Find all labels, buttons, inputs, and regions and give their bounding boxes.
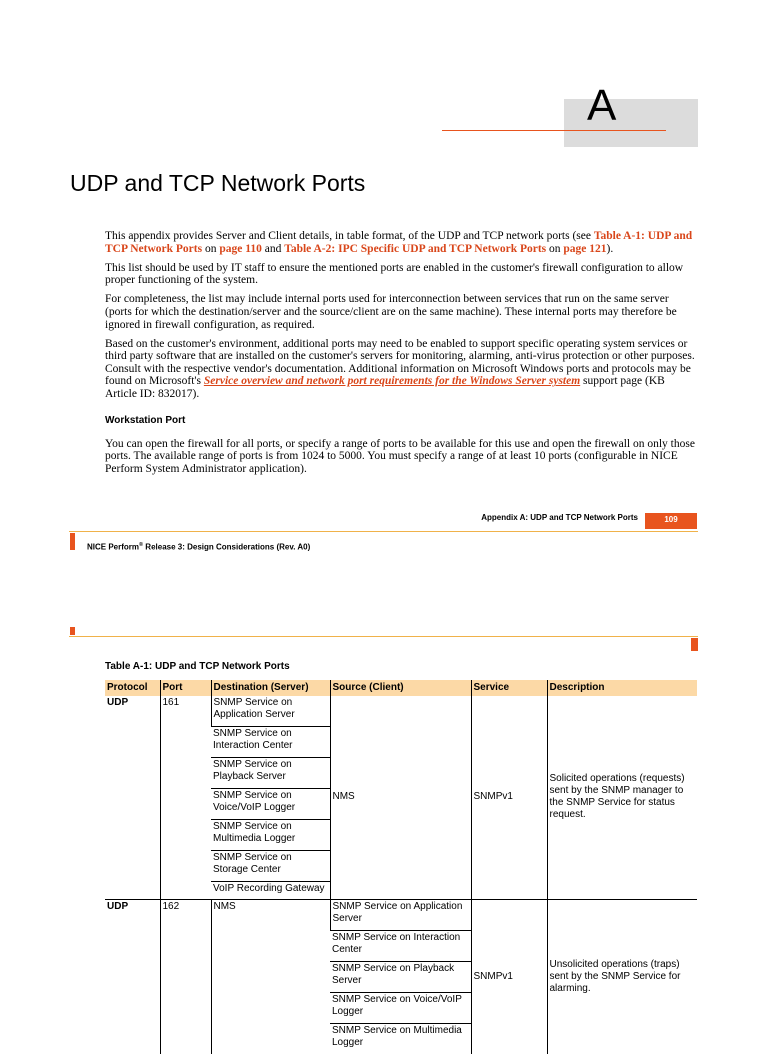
destination-cell: SNMP Service on Storage Center bbox=[211, 851, 330, 882]
xref-page-110[interactable]: page 110 bbox=[219, 243, 262, 255]
intro-text-on: on bbox=[202, 243, 219, 255]
source-cell: NMS bbox=[330, 696, 471, 900]
body-text bbox=[105, 230, 697, 482]
intro-text-end: ). bbox=[607, 243, 614, 255]
workstation-port-heading: Workstation Port bbox=[105, 415, 697, 427]
environment-text: Based on the customer's environment, additional ports may need to be enabled to support specific operating system services or third party software that are installed on the customer's servers for monitoring, alarming, anti-virus protection or other purposes. Consult with the respective vendor's documentation. Additional information on Microsoft Windows ports and protocols may be found on Microsoft's bbox=[105, 338, 695, 388]
column-header: Port bbox=[160, 680, 211, 696]
page-header-rule bbox=[69, 636, 698, 637]
intro-text-and: and bbox=[262, 243, 284, 255]
description-cell: Solicited operations (requests) sent by the SNMP manager to the SNMP Service for status request. bbox=[547, 696, 697, 900]
source-cell: SNMP Service on Application Server bbox=[330, 900, 471, 931]
column-header: Description bbox=[547, 680, 697, 696]
source-cell: SNMP Service on Interaction Center bbox=[330, 931, 471, 962]
running-header bbox=[87, 540, 310, 553]
source-cell: SNMP Service on Voice/VoIP Logger bbox=[330, 993, 471, 1024]
protocol-cell: UDP bbox=[105, 900, 160, 1054]
port-cell: 161 bbox=[160, 696, 211, 900]
service-cell: SNMPv1 bbox=[471, 900, 547, 1054]
destination-cell: VoIP Recording Gateway bbox=[211, 882, 330, 900]
source-cell: SNMP Service on Multimedia Logger bbox=[330, 1024, 471, 1054]
product-name: NICE Perform bbox=[87, 543, 139, 552]
destination-cell: SNMP Service on Multimedia Logger bbox=[211, 820, 330, 851]
xref-table-a1[interactable]: Table A-1: UDP and TCP Network Ports bbox=[105, 230, 692, 255]
destination-cell: SNMP Service on Application Server bbox=[211, 696, 330, 727]
destination-cell: SNMP Service on Interaction Center bbox=[211, 727, 330, 758]
appendix-rule bbox=[442, 130, 666, 131]
internal-ports-paragraph: For completeness, the list may include internal ports used for interconnection between services that run on the same server (ports for which the destination/server and the source/client are on the same machine). These internal ports may therefore be ignored in firewall configuration, as required. bbox=[105, 293, 697, 331]
footer-page-number: 109 bbox=[645, 513, 697, 529]
source-cell: SNMP Service on Playback Server bbox=[330, 962, 471, 993]
intro-text-on-2: on bbox=[546, 243, 563, 255]
header-rest: Release 3: Design Considerations (Rev. A0) bbox=[143, 543, 310, 552]
column-header: Service bbox=[471, 680, 547, 696]
xref-page-121[interactable]: page 121 bbox=[563, 243, 606, 255]
ports-table bbox=[105, 680, 697, 1054]
intro-text: This appendix provides Server and Client details, in table format, of the UDP and TCP network ports (see bbox=[105, 230, 594, 242]
appendix-letter: A bbox=[587, 80, 616, 132]
footer-title: Appendix A: UDP and TCP Network Ports bbox=[440, 513, 638, 523]
xref-table-a2[interactable]: Table A-2: IPC Specific UDP and TCP Network Ports bbox=[284, 243, 546, 255]
protocol-cell: UDP bbox=[105, 696, 160, 900]
page-marker-right bbox=[691, 638, 698, 651]
page-marker-left bbox=[70, 627, 75, 635]
table-caption: Table A-1: UDP and TCP Network Ports bbox=[105, 661, 290, 673]
footer-rule bbox=[69, 531, 698, 532]
destination-cell: NMS bbox=[211, 900, 330, 1054]
table-row bbox=[105, 900, 697, 931]
it-staff-paragraph: This list should be used by IT staff to ensure the mentioned ports are enabled in the customer's firewall configuration to allow proper functioning of the system. bbox=[105, 262, 697, 287]
table-header-row bbox=[105, 680, 697, 696]
environment-text-end: support page (KB Article ID: 832017). bbox=[105, 375, 665, 400]
column-header: Source (Client) bbox=[330, 680, 471, 696]
registered-mark: ® bbox=[139, 542, 143, 548]
header-marker bbox=[70, 533, 75, 550]
chapter-title: UDP and TCP Network Ports bbox=[70, 168, 365, 198]
destination-cell: SNMP Service on Voice/VoIP Logger bbox=[211, 789, 330, 820]
table-row bbox=[105, 696, 697, 727]
column-header: Protocol bbox=[105, 680, 160, 696]
service-cell: SNMPv1 bbox=[471, 696, 547, 900]
description-cell: Unsolicited operations (traps) sent by the SNMP Service for alarming. bbox=[547, 900, 697, 1054]
environment-paragraph bbox=[105, 338, 697, 401]
appendix-tab bbox=[564, 99, 698, 147]
workstation-paragraph: You can open the firewall for all ports, or specify a range of ports to be available for this use and open the firewall on only those ports. The available range of ports is from 1024 to 5000. You must specify a range of at least 10 ports (configurable in NICE Perform System Administrator application). bbox=[105, 438, 697, 476]
column-header: Destination (Server) bbox=[211, 680, 330, 696]
destination-cell: SNMP Service on Playback Server bbox=[211, 758, 330, 789]
microsoft-service-link[interactable]: Service overview and network port requirements for the Windows Server system bbox=[204, 375, 580, 387]
intro-paragraph bbox=[105, 230, 697, 255]
port-cell: 162 bbox=[160, 900, 211, 1054]
